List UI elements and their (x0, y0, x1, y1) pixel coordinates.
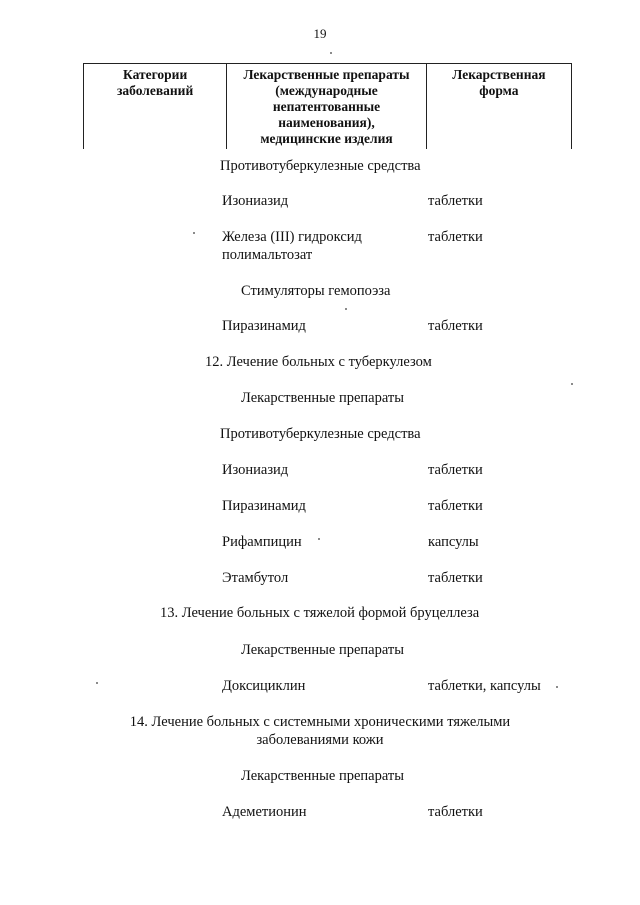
drug-form: таблетки, капсулы (428, 678, 541, 694)
drug-form: таблетки (428, 193, 483, 209)
drug-form: таблетки (428, 318, 483, 334)
table-header (83, 63, 572, 149)
drug-name: Изониазид (222, 193, 289, 209)
category-label: Лекарственные препараты (241, 768, 405, 784)
subgroup-label: Стимуляторы гемопоэза (241, 283, 391, 299)
scan-speck (330, 52, 332, 54)
scan-speck (96, 682, 98, 684)
drug-name: Этамбутол (222, 570, 289, 586)
drug-name-continued: полимальтозат (222, 247, 313, 263)
drug-form: таблетки (428, 462, 483, 478)
header-drugs: Лекарственные препараты (международные непатентованные наименования), медицинские изделия (227, 64, 427, 150)
drug-name: Доксициклин (222, 678, 306, 694)
section-title: 13. Лечение больных с тяжелой формой бруцеллеза (160, 605, 480, 621)
drug-name: Адеметионин (222, 804, 307, 820)
group-label: Противотуберкулезные средства (220, 426, 421, 442)
scan-speck (318, 538, 320, 540)
drug-form: таблетки (428, 498, 483, 514)
drug-form: таблетки (428, 804, 483, 820)
category-label: Лекарственные препараты (241, 642, 405, 658)
drug-name: Железа (III) гидроксид (222, 229, 362, 245)
scan-speck (345, 308, 347, 310)
drug-form: таблетки (428, 229, 483, 245)
drug-form: таблетки (428, 570, 483, 586)
drug-form: капсулы (428, 534, 479, 550)
category-label: Лекарственные препараты (241, 390, 405, 406)
drug-name: Изониазид (222, 462, 289, 478)
scan-speck (193, 232, 195, 234)
drug-name: Пиразинамид (222, 498, 306, 514)
header-categories: Категории заболеваний (84, 64, 227, 150)
section-title: 12. Лечение больных с туберкулезом (205, 354, 432, 370)
header-form: Лекарственная форма (426, 64, 571, 150)
group-label: Противотуберкулезные средства (220, 158, 421, 174)
section-title-continued: заболеваниями кожи (256, 732, 384, 748)
scan-speck (571, 383, 573, 385)
drug-name: Пиразинамид (222, 318, 306, 334)
page-number: 19 (313, 26, 327, 41)
scan-speck (556, 686, 558, 688)
drug-name: Рифампицин (222, 534, 302, 550)
section-title: 14. Лечение больных с системными хроническими тяжелыми (129, 714, 511, 730)
